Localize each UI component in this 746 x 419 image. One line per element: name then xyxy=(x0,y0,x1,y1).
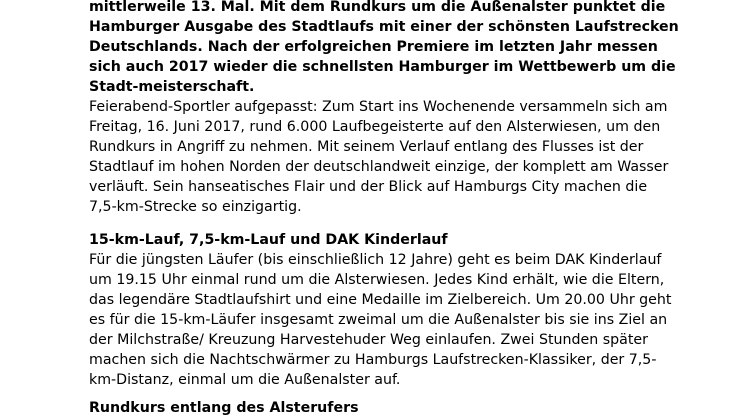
paragraph-line: der Milchstraße/ Kreuzung Harvestehuder Weg einlaufen. Zwei Stunden später xyxy=(89,332,648,348)
paragraph-line: Rundkurs in Angriff zu nehmen. Mit seinem Verlauf entlang des Flusses ist der xyxy=(89,139,644,155)
paragraph-line: verläuft. Sein hanseatisches Flair und der Blick auf Hamburgs City machen die xyxy=(89,179,648,195)
intro-line: Stadt-meisterschaft. xyxy=(89,79,255,95)
paragraph-line: Stadtlauf im hohen Norden der deutschlandweit einzige, der komplett am Wasser xyxy=(89,159,669,175)
section-heading-1: 15-km-Lauf, 7,5-km-Lauf und DAK Kinderlauf xyxy=(89,232,448,248)
paragraph-line: km-Distanz, einmal um die Außenalster auf. xyxy=(89,372,401,388)
paragraph-line: es für die 15-km-Läufer insgesamt zweimal um die Außenalster bis sie ins Ziel an xyxy=(89,312,668,328)
intro-line: mittlerweile 13. Mal. Mit dem Rundkurs um die Außenalster punktet die xyxy=(89,0,666,15)
paragraph-line: Feierabend-Sportler aufgepasst: Zum Start ins Wochenende versammeln sich am xyxy=(89,99,668,115)
section-heading-2: Rundkurs entlang des Alsterufers xyxy=(89,400,359,416)
paragraph-line: machen sich die Nachtschwärmer zu Hamburgs Laufstrecken-Klassiker, der 7,5- xyxy=(89,352,657,368)
paragraph-line: Für die jüngsten Läufer (bis einschließlich 12 Jahre) geht es beim DAK Kinderlauf xyxy=(89,252,662,268)
intro-line: sich auch 2017 wieder die schnellsten Hamburger im Wettbewerb um die xyxy=(89,59,676,75)
paragraph-line: Freitag, 16. Juni 2017, rund 6.000 Laufbegeisterte auf den Alsterwiesen, um den xyxy=(89,119,661,135)
body-paragraph-2 xyxy=(89,250,729,390)
body-paragraph-1 xyxy=(89,97,729,217)
intro-line: Deutschlands. Nach der erfolgreichen Premiere im letzten Jahr messen xyxy=(89,39,658,55)
paragraph-line: 7,5-km-Strecke so einzigartig. xyxy=(89,199,302,215)
paragraph-line: um 19.15 Uhr einmal rund um die Alsterwiesen. Jedes Kind erhält, wie die Eltern, xyxy=(89,272,665,288)
intro-bold-paragraph xyxy=(89,0,729,97)
intro-line: Hamburger Ausgabe des Stadtlaufs mit einer der schönsten Laufstrecken xyxy=(89,19,679,35)
paragraph-line: das legendäre Stadtlaufshirt und eine Medaille im Zielbereich. Um 20.00 Uhr geht xyxy=(89,292,672,308)
